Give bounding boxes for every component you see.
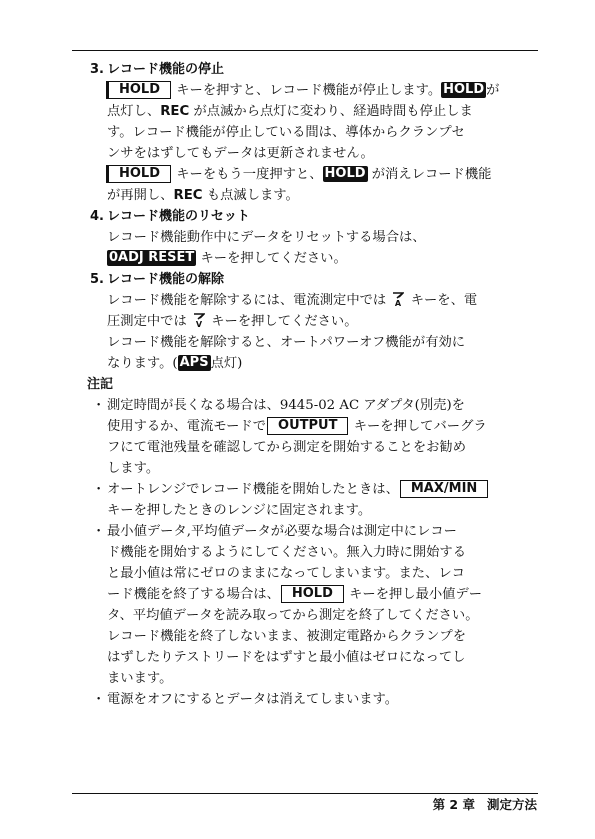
paragraph-line: レコード機能動作中にデータをリセットする場合は、 xyxy=(107,230,426,245)
hold-indicator: HOLD xyxy=(324,166,366,181)
section-title: レコード機能の停止 xyxy=(107,62,225,77)
output-key: OUTPUT xyxy=(267,417,348,435)
bullet-mark: ・ xyxy=(92,692,106,707)
bullet-mark: ・ xyxy=(92,482,106,497)
chapter-label: 第 2 章 xyxy=(432,797,475,812)
section-3-heading xyxy=(90,59,542,80)
note-item: ・ オートレンジでレコード機能を開始したときは、 MAX/MIN キーを押したときのレンジに固定されます。 xyxy=(90,479,542,521)
paragraph-line: 圧測定中では V キーを押してください。 xyxy=(90,311,542,332)
hold-key: HOLD xyxy=(108,165,171,183)
bullet-mark: ・ xyxy=(92,398,106,413)
page-content xyxy=(87,59,542,710)
section-5-heading xyxy=(90,269,542,290)
maxmin-key: MAX/MIN xyxy=(400,480,488,498)
paragraph-line: ンサをはずしてもデータは更新されません。 xyxy=(107,146,374,161)
aps-indicator: APS xyxy=(179,355,209,370)
chapter-title: 測定方法 xyxy=(486,797,537,812)
paragraph-line: レコード機能を解除するには、電流測定中では A キーを、電 xyxy=(90,290,542,311)
paragraph-line: が再開し、REC も点滅します。 xyxy=(107,188,299,203)
svg-text:A: A xyxy=(395,299,402,307)
reset-key: 0ADJ RESET xyxy=(109,250,195,265)
paragraph-line: HOLD キーを押すと、レコード機能が停止します。 HOLD が xyxy=(90,80,542,101)
section-title: レコード機能のリセット xyxy=(107,209,250,224)
svg-text:V: V xyxy=(195,320,203,328)
section-number: 3. xyxy=(90,62,104,77)
header-rule xyxy=(72,50,538,51)
section-number: 4. xyxy=(90,209,104,224)
rec-indicator: REC xyxy=(173,188,203,203)
section-4-heading xyxy=(90,206,542,227)
paragraph-line: レコード機能を解除すると、オートパワーオフ機能が有効に xyxy=(107,335,466,350)
bullet-mark: ・ xyxy=(92,524,106,539)
paragraph-line: なります。( APS 点灯) xyxy=(107,355,243,371)
paragraph-line: 点灯し、REC が点滅から点灯に変わり、経過時間も停止しま xyxy=(107,104,473,119)
hold-indicator: HOLD xyxy=(443,82,485,97)
note-item: ・ 電源をオフにするとデータは消えてしまいます。 xyxy=(90,689,542,710)
rec-indicator: REC xyxy=(160,104,190,119)
hold-key: HOLD xyxy=(281,585,344,603)
note-item: ・ 測定時間が長くなる場合は、9445-02 AC アダプタ(別売)を 使用するか、電流モードで OUTPUT キーを押してバーグラ フにて電池残量を確認してから測定を開始することをお勧め します。 xyxy=(90,395,542,479)
section-title: レコード機能の解除 xyxy=(107,272,225,287)
current-clamp-icon xyxy=(392,292,404,314)
section-number: 5. xyxy=(90,272,104,287)
note-item: ・ 最小値データ,平均値データが必要な場合は測定中にレコー ド機能を開始するようにしてください。無入力時に開始する と最小値は常にゼロのままになってしまいます。また、レコ ード機能を終了する場合は、 HOLD キーを押し最小値デー タ、平均値データを読み取ってから測定を終了してください。 レコード機能を終了しないまま、被測定電路からクランプを はずしたりテストリードをはずすと最小値はゼロになってし まいます。 xyxy=(90,521,542,689)
paragraph-line: 0ADJ RESET キーを押してください。 xyxy=(109,250,347,266)
page-footer xyxy=(433,794,537,815)
paragraph-line: す。レコード機能が停止している間は、導体からクランプセ xyxy=(107,125,465,140)
paragraph-line: HOLD キーをもう一度押すと、 HOLD が消えレコード機能 xyxy=(90,164,542,185)
hold-key: HOLD xyxy=(108,81,171,99)
notes-heading: 注記 xyxy=(87,377,114,392)
